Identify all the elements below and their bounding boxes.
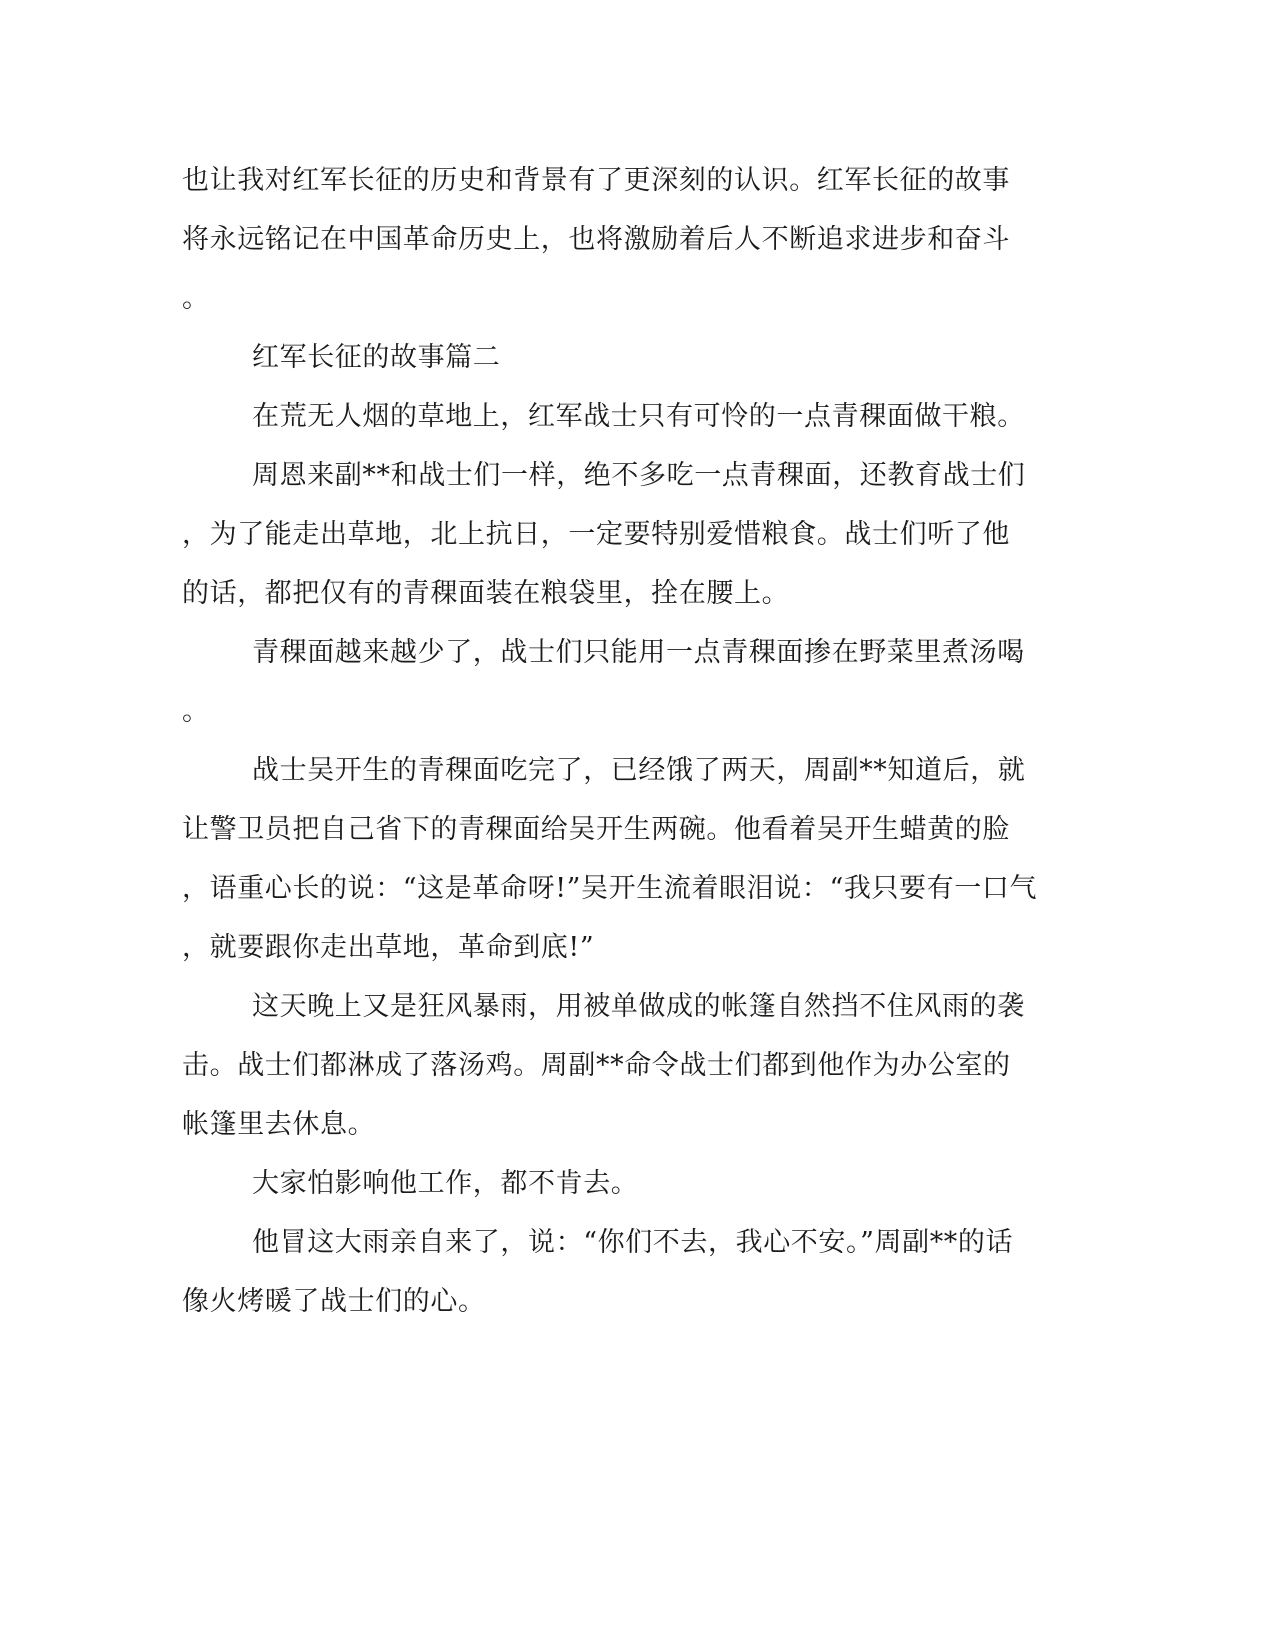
text-line: 。	[182, 696, 210, 727]
text-line: 这天晚上又是狂风暴雨，用被单做成的帐篷自然挡不住风雨的袭	[252, 991, 1025, 1022]
text-line: ，为了能走出草地，北上抗日，一定要特别爱惜粮食。战士们听了他	[182, 519, 1010, 550]
text-line: 也让我对红军长征的历史和背景有了更深刻的认识。红军长征的故事	[182, 165, 1010, 196]
text-line: 青稞面越来越少了，战士们只能用一点青稞面掺在野菜里煮汤喝	[252, 637, 1025, 668]
text-line: 让警卫员把自己省下的青稞面给吴开生两碗。他看着吴开生蜡黄的脸	[182, 814, 1010, 845]
text-line: 周恩来副**和战士们一样，绝不多吃一点青稞面，还教育战士们	[252, 460, 1026, 491]
text-line: ，就要跟你走出草地，革命到底!”	[182, 932, 595, 963]
text-line: 在荒无人烟的草地上，红军战士只有可怜的一点青稞面做干粮。	[252, 401, 1025, 432]
text-line: 的话，都把仅有的青稞面装在粮袋里，拴在腰上。	[182, 578, 790, 609]
text-line: 战士吴开生的青稞面吃完了，已经饿了两天，周副**知道后，就	[252, 755, 1026, 786]
text-line: 大家怕影响他工作，都不肯去。	[252, 1168, 639, 1199]
text-line: 像火烤暖了战士们的心。	[182, 1286, 486, 1317]
text-line: ，语重心长的说：“这是革命呀!”吴开生流着眼泪说：“我只要有一口气	[182, 873, 1038, 904]
text-line: 他冒这大雨亲自来了，说：“你们不去，我心不安。”周副**的话	[252, 1227, 1014, 1258]
section-heading: 红军长征的故事篇二	[252, 342, 501, 373]
text-line: 帐篷里去休息。	[182, 1109, 376, 1140]
text-line: 击。战士们都淋成了落汤鸡。周副**命令战士们都到他作为办公室的	[182, 1050, 1011, 1081]
text-line: 将永远铭记在中国革命历史上，也将激励着后人不断追求进步和奋斗	[182, 224, 1010, 255]
text-line: 。	[182, 283, 210, 314]
